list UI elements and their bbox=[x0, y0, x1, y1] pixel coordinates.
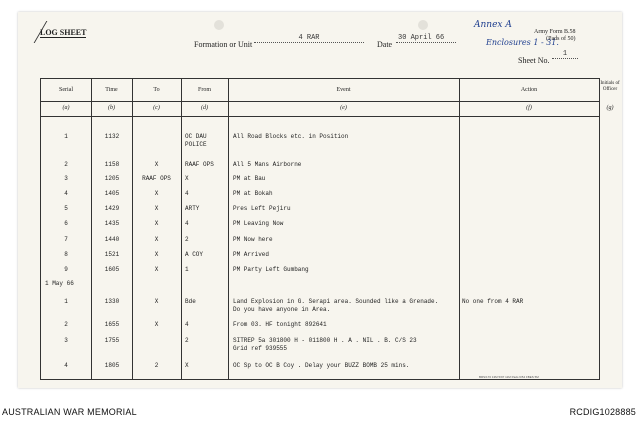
cell-from: 2 bbox=[185, 236, 189, 243]
column-divider bbox=[459, 79, 460, 379]
cell-time: 1440 bbox=[104, 236, 120, 243]
handwritten-enclosures: Enclosures 1 - 31. bbox=[486, 38, 559, 47]
cell-serial: 7 bbox=[64, 236, 68, 243]
cell-event: PM Now here bbox=[233, 236, 273, 243]
col-sub-to: (c) bbox=[153, 105, 160, 111]
cell-to: RAAF OPS bbox=[142, 175, 171, 182]
cell-to: X bbox=[154, 161, 159, 168]
cell-from: 1 bbox=[185, 266, 189, 273]
cell-from: Bde bbox=[185, 298, 196, 305]
cell-from: ARTY bbox=[185, 205, 200, 212]
cell-from: 2 bbox=[185, 337, 189, 344]
col-header-action: Action bbox=[520, 87, 538, 93]
cell-from: 4 bbox=[185, 190, 189, 197]
log-table bbox=[40, 78, 620, 380]
header-divider bbox=[41, 101, 599, 102]
archive-reference: RCDIG1028885 bbox=[569, 407, 636, 417]
cell-serial: 1 May 66 bbox=[45, 280, 74, 287]
cell-time: 1205 bbox=[104, 175, 120, 182]
cell-event: All Road Blocks etc. in Position bbox=[233, 133, 349, 140]
col-sub-initials: (g) bbox=[606, 105, 614, 111]
cell-to: X bbox=[154, 266, 159, 273]
formation-label: Formation or Unit bbox=[194, 40, 253, 49]
cell-event: Land Explosion in G. Serapi area. Sounded like a Grenade. Do you have anyone in Area. bbox=[233, 298, 439, 313]
cell-to: X bbox=[154, 220, 159, 227]
cell-from: OC DAU POLICE bbox=[185, 133, 207, 148]
punch-hole bbox=[418, 20, 428, 30]
cell-event: From 03. HF tonight 892641 bbox=[233, 321, 327, 328]
handwritten-annex: Annex A bbox=[474, 20, 512, 30]
column-divider bbox=[228, 79, 229, 379]
cell-serial: 2 bbox=[64, 321, 68, 328]
cell-event: All 5 Mans Airborne bbox=[233, 161, 302, 168]
log-sheet-page bbox=[18, 12, 622, 388]
cell-from: RAAF OPS bbox=[185, 161, 214, 168]
cell-from: X bbox=[185, 175, 189, 182]
army-form-line1: Army Form B.58 bbox=[534, 29, 576, 35]
cell-time: 1158 bbox=[104, 161, 120, 168]
col-sub-serial: (a) bbox=[62, 105, 70, 111]
sheet-no-label: Sheet No. bbox=[518, 56, 550, 65]
cell-time: 1435 bbox=[104, 220, 120, 227]
cell-time: 1405 bbox=[104, 190, 120, 197]
column-divider bbox=[132, 79, 133, 379]
cell-serial: 4 bbox=[64, 362, 68, 369]
cell-time: 1755 bbox=[104, 337, 120, 344]
army-form-line2: (Pads of 50) bbox=[546, 36, 576, 42]
cell-to: X bbox=[154, 251, 159, 258]
column-divider bbox=[181, 79, 182, 379]
cell-serial: 1 bbox=[64, 298, 68, 305]
sheet-no-value: 1 bbox=[552, 50, 578, 59]
cell-event: PM at Bau bbox=[233, 175, 266, 182]
date-value: 30 April 66 bbox=[396, 34, 456, 43]
col-header-to: To bbox=[153, 87, 160, 93]
cell-serial: 8 bbox=[64, 251, 68, 258]
cell-serial: 2 bbox=[64, 161, 68, 168]
log-sheet-title: LOG SHEET bbox=[40, 28, 87, 37]
cell-time: 1330 bbox=[104, 298, 120, 305]
cell-to: 2 bbox=[154, 362, 159, 369]
header-divider bbox=[41, 116, 599, 117]
col-sub-time: (b) bbox=[108, 105, 115, 111]
printer-imprint: BRS/170 13M 5/97 11M Pads 6/54 FBES 5M bbox=[479, 375, 539, 379]
cell-to: X bbox=[154, 298, 159, 305]
cell-to: X bbox=[154, 190, 159, 197]
cell-serial: 1 bbox=[64, 133, 68, 140]
cell-time: 1605 bbox=[104, 266, 120, 273]
cell-from: X bbox=[185, 362, 189, 369]
cell-to: X bbox=[154, 236, 159, 243]
cell-action: No one from 4 RAR bbox=[462, 298, 524, 305]
cell-event: PM at Bokah bbox=[233, 190, 273, 197]
cell-event: SITREP 5a 301800 H - 011800 H . A . NIL . B. C/S 23 Grid ref 939555 bbox=[233, 337, 417, 352]
cell-to: X bbox=[154, 321, 159, 328]
cell-from: 4 bbox=[185, 321, 189, 328]
cell-serial: 3 bbox=[64, 337, 68, 344]
col-sub-action: (f) bbox=[526, 105, 532, 111]
cell-time: 1132 bbox=[104, 133, 120, 140]
cell-serial: 4 bbox=[64, 190, 68, 197]
col-header-event: Event bbox=[336, 87, 351, 93]
date-label: Date bbox=[377, 40, 393, 49]
cell-serial: 6 bbox=[64, 220, 68, 227]
cell-serial: 5 bbox=[64, 205, 68, 212]
cell-time: 1429 bbox=[104, 205, 120, 212]
col-sub-event: (e) bbox=[340, 105, 347, 111]
cell-event: Pres Left Pejiru bbox=[233, 205, 291, 212]
cell-serial: 9 bbox=[64, 266, 68, 273]
punch-hole bbox=[214, 20, 224, 30]
cell-time: 1655 bbox=[104, 321, 120, 328]
cell-event: PM Arrived bbox=[233, 251, 270, 258]
cell-event: OC Sp to OC B Coy . Delay your BUZZ BOMB 25 mins. bbox=[233, 362, 410, 369]
col-header-initials: Initials of Officer bbox=[600, 81, 620, 92]
cell-time: 1805 bbox=[104, 362, 120, 369]
cell-from: A COY bbox=[185, 251, 204, 258]
col-header-time: Time bbox=[105, 87, 118, 93]
army-form-label bbox=[534, 29, 576, 43]
column-divider bbox=[91, 79, 92, 379]
cell-from: 4 bbox=[185, 220, 189, 227]
cell-time: 1521 bbox=[104, 251, 120, 258]
col-sub-from: (d) bbox=[201, 105, 208, 111]
cell-event: PM Party Left Gumbang bbox=[233, 266, 309, 273]
formation-value: 4 RAR bbox=[254, 34, 364, 43]
col-header-serial: Serial bbox=[59, 87, 73, 93]
column-divider bbox=[599, 79, 600, 379]
col-header-from: From bbox=[197, 87, 211, 93]
cell-serial: 3 bbox=[64, 175, 68, 182]
cell-to: X bbox=[154, 205, 159, 212]
cell-event: PM Leaving Now bbox=[233, 220, 284, 227]
archive-credit: AUSTRALIAN WAR MEMORIAL bbox=[2, 407, 137, 417]
